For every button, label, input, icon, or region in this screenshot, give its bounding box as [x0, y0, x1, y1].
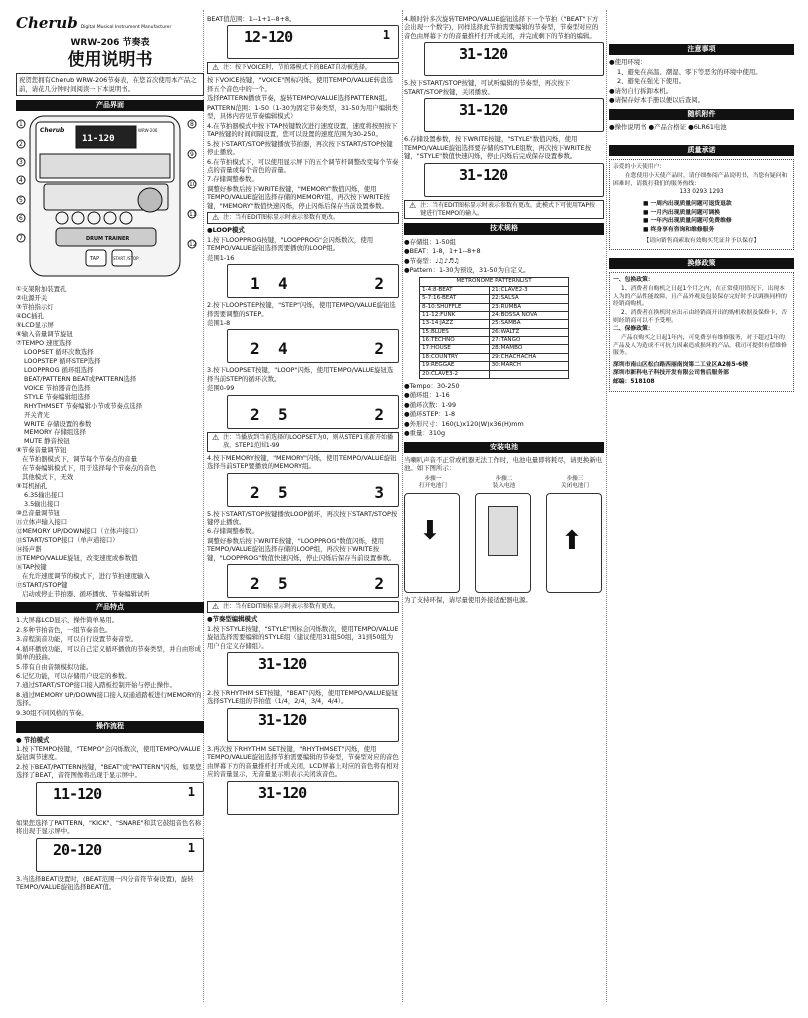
table-cell: 8-10:SHUFFLE [420, 303, 490, 311]
battery-door-drawing [546, 493, 602, 593]
env-heading: ●使用环境： [609, 58, 647, 67]
doc-title: 使用说明书 [67, 49, 153, 70]
spec-item: ●Pattern：1-30为预设，31-50为自定义。 [404, 266, 530, 275]
env-item: 1、避免在高温、潮湿、零下等恶劣的环境中使用。 [617, 67, 762, 76]
part-item: ⑭扬声器 [16, 544, 42, 553]
lcd-value: 2 [374, 574, 384, 594]
lcd-main-value: 31-120 [459, 165, 508, 184]
warning-icon: ⚠ [212, 432, 220, 442]
device-diagram [16, 114, 198, 282]
svg-text:4: 4 [19, 177, 23, 185]
part-item: 其他模式下，无效 [22, 473, 74, 482]
exchange-card [609, 272, 794, 391]
lcd-main-value: 20-120 [53, 840, 102, 859]
table-row [420, 337, 569, 345]
battery-insert-drawing [475, 493, 531, 593]
warning-icon: ⚠ [409, 200, 417, 210]
part-item: 3.5输出接口 [24, 500, 60, 509]
section-specs: 技术规格 [404, 223, 604, 234]
lcd-main-value: 31-120 [258, 783, 307, 802]
device-caption: DRUM TRAINER [86, 236, 130, 243]
battery-step [475, 476, 533, 593]
column-4 [609, 14, 794, 392]
svg-text:1: 1 [19, 121, 23, 129]
intro-text: 祝贺您拥有Cherub WRW-206节奏表，在您首次使用本产品之前，请花几分钟时间阅读一下本说明书。 [16, 73, 204, 96]
quality-card [609, 159, 794, 250]
note-text: 注：按下VOICE时，节拍器模式下的BEAT自动被选择。 [223, 64, 371, 72]
warning-icon: ⚠ [212, 213, 220, 223]
section-exchange: 换修政策 [609, 258, 794, 269]
features-list [16, 616, 204, 717]
part-item: ④DC插孔 [16, 312, 44, 321]
lcd-value: 2 [374, 404, 384, 424]
accessories-text: ●操作说明书 ●产品合格证 ●6LR61电池 [609, 122, 727, 131]
lcd-main-value: 31-120 [459, 45, 508, 64]
part-item: ⑯TAP按键 [16, 562, 47, 571]
arrow-down-icon: ⬇ [419, 515, 441, 546]
feature-item: 7.通过START/STOP接口接入踏板控制开始与停止操作。 [16, 681, 176, 690]
table-cell [489, 370, 568, 378]
spec-item: ●外形尺寸：160(L)x120(W)x36(H)mm [404, 419, 524, 428]
loop-range: 范围1-8 [207, 318, 231, 327]
table-row [420, 311, 569, 319]
table-row [420, 328, 569, 336]
feature-item: 2.多种节拍音色，一组节奏音色。 [16, 625, 112, 634]
loop-range: 范围0-99 [207, 384, 235, 393]
lcd-beat-value: 1 [187, 840, 195, 855]
svg-text:7: 7 [19, 235, 23, 243]
part-item: STYLE 节奏编辑组选择 [24, 392, 91, 401]
table-cell: 15:BLUES [420, 328, 490, 336]
promise-item: ■ 一周内出现质量问题可退货退款 [643, 200, 732, 207]
device-drawing [16, 114, 198, 282]
table-row [420, 353, 569, 361]
lcd-display [227, 473, 399, 507]
exchange-item: 2、消费者在换机时应出示由经销商开出的购机收据及保修卡，否则经销商可以不予受理。 [613, 309, 788, 324]
lcd-value: 1 [250, 274, 260, 294]
battery-door-drawing [404, 493, 460, 593]
part-item: RHYTHMSET 节奏编辑小节或节奏点选择 [24, 401, 143, 410]
svg-text:6: 6 [19, 215, 23, 223]
loop-step: 5.按下START/STOP按键播放LOOP循环，再次按下START/STOP按键停止播放。 [207, 509, 398, 526]
battery-step [546, 476, 604, 593]
section-interface: 产品界面 [16, 100, 204, 111]
part-item: ⑤LCD显示屏 [16, 321, 54, 330]
note-box [207, 62, 399, 74]
battery-step-label: 步骤二 装入电池 [492, 475, 516, 490]
rhythm-step: 6.存储设置参数，按下WRITE按键，"STYLE"数值闪烁，使用TEMPO/VALUE旋钮选择要存储的STYLE组数，再次按下WRITE按键，"STYLE"数值快速闪烁，停止闪烁后完成保存设置参数。 [404, 135, 592, 161]
metronome-mode-heading: ● 节拍模式 [16, 735, 50, 744]
part-item: LOOPPROG 循环组选择 [24, 365, 94, 374]
part-item: ⑰START/STOP键 [16, 580, 68, 589]
warning-icon: ⚠ [212, 602, 220, 612]
lcd-main-value: 11-120 [53, 784, 102, 803]
feature-item: 4.循环播放功能，可以自己定义循环播放的节奏类型，并自由形成简单的鼓曲。 [16, 644, 202, 662]
table-cell: 28:MAMBO [489, 345, 568, 353]
table-cell: 5-7:16-BEAT [420, 295, 490, 303]
rhythm-step: 2.按下RHYTHM SET按键，"BEAT"闪烁，使用TEMPO/VALUE旋钮选择STYLE组的节拍值（1/4，2/4，3/4，4/4）。 [207, 689, 399, 706]
promise-note: 【请向销售商索取有效购买凭证并予以保存】 [643, 237, 760, 244]
env-item: 2、避免在强光下使用。 [617, 77, 685, 86]
notes-item: ●请勿自行拆卸本机。 [609, 86, 673, 95]
svg-text:10: 10 [189, 181, 197, 189]
rhythm-step: 5.按下START/STOP按键，可试听编辑的节奏型，再次按下START/STOP按键，关闭播放。 [404, 79, 571, 96]
table-cell: 13-14:JAZZ [420, 320, 490, 328]
part-item: LOOPSET 循环次数选择 [24, 347, 94, 356]
lcd-beat-value: 1 [382, 28, 390, 43]
hotline: 133 0293 1293 [679, 189, 724, 196]
greeting-body: 在您使用小天使产品时，请仔细参阅产品说明书，当您有疑问和困难时，请拨打我们的服务热线： [613, 173, 788, 187]
lcd-main-value: 31-120 [459, 101, 508, 120]
tap-text: 4.在节拍器模式中按下TAP按键数次进行速度设置，速度将按照按下TAP按键的时间间隔设置，您可以设置的速度范围为30-250。 [207, 121, 398, 139]
part-item: VOICE 节拍器音色选择 [24, 383, 91, 392]
loop-step: 调整好参数后按下WRITE按键，"LOOPPROG"数值闪烁，使用TEMPO/VALUE旋钮选择存储的LOOP组，再次按下WRITE按键，"LOOPPROG"数值快速闪烁，停止闪烁后保存当前设置参数。 [207, 536, 396, 562]
lcd-display [36, 782, 204, 816]
column-1 [16, 14, 204, 893]
table-row [420, 320, 569, 328]
battery-note: 为了支持环保，请尽量使用外接适配器电源。 [404, 595, 532, 604]
part-item: ⑬START/STOP接口（单声道接口） [16, 535, 119, 544]
svg-text:5: 5 [19, 197, 23, 205]
battery-icon [488, 506, 518, 556]
brand-tagline: Digital Musical Instrument Manufacturer [80, 24, 172, 30]
table-cell: 1-4:8-BEAT [420, 286, 490, 294]
address: 深圳市南山区松白路西丽南岗第二工业区A2栋5-6楼 [613, 361, 748, 368]
start-text: 5.按下START/STOP按键播放节拍器，再次按下START/STOP按键停止播放。 [207, 139, 393, 157]
pattern-text: 选择PATTERN播放节奏，旋转TEMPO/VALUE选择PATTERN组。 [207, 94, 392, 103]
lcd-value: 5 [278, 482, 288, 502]
column-3 [404, 14, 604, 605]
op-step: 3.当选择BEAT设置时，(BEAT范围一四分音符节奏设置)，旋转TEMPO/VALUE旋钮选择BEAT值。 [16, 874, 194, 892]
part-item: ⑫MEMORY UP/DOWN接口（立体声接口） [16, 526, 142, 535]
svg-text:11: 11 [189, 211, 197, 219]
note-text: 注：当播放到当前选择的LOOPSET为0，则从STEP1重新开始播放，STEP1范围1-99 [223, 433, 394, 449]
loop-step: 2.按下LOOPSTEP按键，"STEP"闪烁，使用TEMPO/VALUE旋钮选择需要调整的STEP。 [207, 301, 396, 318]
exchange-heading: 一、包换政策： [613, 277, 654, 284]
repair-item: 产品在购买之日起1年内，可免费享有维修服务，对于超过1年的产品及人为造成不可抗力因素造成损坏的产品，我司可提供有偿维修服务。 [613, 334, 787, 357]
battery-intro: 当喇叭声音不正常或机器无法工作时，电池电量即将耗尽，请更换新电池。如下图所示： [404, 455, 603, 473]
note-text: 注：当有EDIT图标显示时表示参数有更改。 [223, 603, 340, 611]
note-box [207, 212, 399, 224]
save-heading: 7.存储调整参数。 [207, 175, 258, 184]
brand-header [16, 14, 204, 34]
op-step: 1.按下TEMPO按键，"TEMPO"会闪烁数次，使用TEMPO/VALUE旋钮调节速度。 [16, 744, 201, 762]
table-cell: 18:COUNTRY [420, 353, 490, 361]
lcd-value: 2 [250, 404, 260, 424]
table-row [420, 345, 569, 353]
lcd-display [36, 838, 204, 872]
lcd-display [424, 98, 604, 132]
spec-item: ●BEAT：1-8，1+1--8+8 [404, 247, 481, 256]
loop-step: 6.存储调整参数。 [207, 527, 258, 536]
part-item: ⑪立体声输入接口 [16, 517, 68, 526]
spec-item: ●循环组：1-16 [404, 391, 450, 400]
note-box [207, 601, 399, 613]
part-item: ⑦TEMPO 速度选择 [16, 338, 72, 347]
part-item: WRITE 存储设置的参数 [24, 419, 92, 428]
exchange-item: 1、消费者自购机之日起1个月之内，在正常使用情况下，出现本人为的产品性能故障，且产品外观及包装保存完好时予以调换同样的经销商购机。 [613, 286, 787, 308]
table-cell: 17:HOUSE [420, 345, 490, 353]
promise-list [613, 201, 790, 235]
device-start-label: START /STOP [113, 256, 139, 262]
part-item: ⑥输入音量调节旋钮 [16, 329, 73, 338]
lcd-value: 4 [278, 339, 288, 359]
table-cell: 25:SAMBA [489, 320, 568, 328]
part-item: ⑮TEMPO/VALUE旋钮，改变速度或参数值 [16, 553, 138, 562]
battery-step-label: 步骤一 打开电池门 [419, 475, 447, 490]
note-text: 注：当有EDIT图标显示时表示参数有更改。此模式下可使用TAP按键进行TEMPO的输入。 [420, 201, 595, 217]
spec-item: ●Tempo：30-250 [404, 381, 460, 390]
table-row [420, 303, 569, 311]
lcd-display [227, 25, 399, 59]
table-row [420, 295, 569, 303]
part-item: ⑨耳机插孔 [16, 482, 48, 491]
lcd-value: 2 [374, 274, 384, 294]
battery-steps [404, 476, 604, 593]
rhythm-step: 4.顺时针多次旋转TEMPO/VALUE旋钮选择下一个节拍（"BEAT"下方会出现一个数字)，同样选择此节拍需要编辑的节奏型，节奏型对应的音色由屏幕下方的音量推杆打开或关闭，并完成剩下的节拍的编辑。 [404, 15, 599, 40]
lcd-beat-value: 1 [187, 784, 195, 799]
note-box [207, 432, 399, 452]
device-tap-label: TAP [90, 256, 100, 263]
part-item: MEMORY 存储组选择 [24, 428, 87, 437]
section-operation: 操作流程 [16, 721, 204, 732]
lcd-value: 5 [278, 574, 288, 594]
part-item: ③节拍指示灯 [16, 303, 54, 312]
notes-item: ●请保存好本手册以便以后查阅。 [609, 96, 705, 105]
table-cell: 26:WALTZ [489, 328, 568, 336]
lcd-value: 2 [250, 482, 260, 502]
table-row [420, 362, 569, 370]
lcd-main-value: 12-120 [244, 28, 293, 47]
lcd-display [227, 564, 399, 598]
part-item: LOOPSTEP 循环STEP选择 [24, 356, 101, 365]
feature-item: 6.记忆功能，可以存储用户设定的参数。 [16, 672, 131, 681]
greeting: 亲爱的小天使用户： [613, 164, 666, 171]
part-item: ⑧节奏音量调节钮 [16, 446, 67, 455]
loop-mode-heading: ●LOOP模式 [207, 226, 245, 235]
repair-heading: 二、保修政策： [613, 326, 654, 333]
spec-item: ●节奏型：♩♫♪♬♫ [404, 256, 460, 265]
loop-step: 4.按下MEMORY按键，"MEMORY"闪烁，使用TEMPO/VALUE旋钮选择当前STEP要播放的MEMORY组。 [207, 453, 397, 471]
loop-step: 3.按下LOOPSET按键，"LOOP"闪烁，使用TEMPO/VALUE旋钮选择当前STEP的循环次数。 [207, 366, 394, 383]
parts-list [16, 285, 204, 598]
svg-text:12: 12 [189, 241, 197, 249]
table-cell: 11-12:FUNK [420, 311, 490, 319]
pattern-range: PATTERN范围：1-50（1-30为固定节奏类型，31-50为用户编辑类型，具体内容见节奏编辑模式） [207, 103, 398, 121]
table-cell: 22:SALSA [489, 295, 568, 303]
table-cell: 24:BOSSA NOVA [489, 311, 568, 319]
feature-item: 9.30组不同风格的节奏。 [16, 708, 88, 717]
device-model: WRW-206 [138, 128, 158, 134]
part-item: 6.35输出接口 [24, 491, 64, 500]
feature-item: 3.音程演音功能，可以自行设置节奏音型。 [16, 635, 138, 644]
part-item: 在节奏编辑模式下，用于选择每个节奏点的音色 [22, 464, 157, 473]
part-item: 在节拍器模式下，调节每个节奏点的音量 [22, 455, 138, 464]
part-item: ②电源开关 [16, 294, 48, 303]
rhythm-step: 3.再次按下RHYTHM SET按键，"RHYTHMSET"闪烁，使用TEMPO/VALUE旋钮选择节拍需要编辑的节奏型，节奏型对应的音色由屏幕下方的音量推杆打开或关闭，LCD屏幕上对应的音色将有相对应的音量显示，无音量显示则表示关闭该音色。 [207, 744, 399, 779]
lcd-display [227, 781, 399, 815]
table-cell: 19:REGGAE [420, 362, 490, 370]
rhythm-step: 1.按下STYLE按键，"STYLE"图标会闪烁数次，使用TEMPO/VALUE旋钮选择需要编辑的STYLE组（建议使用31组50组，31到50组为用户自定义存储组）。 [207, 624, 399, 650]
lcd-value: 5 [278, 404, 288, 424]
lcd-display [424, 163, 604, 197]
section-battery: 安装电池 [404, 442, 604, 453]
device-brand: Cherub [40, 127, 65, 135]
section-features: 产品特点 [16, 602, 204, 613]
lcd-value: 2 [374, 339, 384, 359]
volume-text: 6.在节拍模式下，可以使用显示屏下的五个调节杆调整改变每个节奏点的音量或每个音色的音量。 [207, 157, 399, 174]
part-item: MUTE 静音按钮 [24, 437, 70, 446]
section-notes: 注意事项 [609, 44, 794, 55]
lcd-value: 2 [250, 339, 260, 359]
lcd-display [227, 264, 399, 298]
feature-item: 1.大屏幕LCD显示，操作简单易用。 [16, 616, 119, 625]
voice-text: 按下VOICE按键，"VOICE"图标闪烁，使用TEMPO/VALUE转盘选择五个音色中的一个。 [207, 76, 393, 93]
save-text: 调整好参数后按下WRITE按键，"MEMORY"数值闪烁，使用TEMPO/VALUE旋钮选择存储的MEMORY组，再次按下WRITE按键，"MEMORY"数值快速闪烁，停止闪烁后保存当前设置参数。 [207, 184, 390, 210]
svg-text:8: 8 [190, 121, 194, 129]
part-item: 启动或停止节拍器、循环播放、节奏编辑试听 [22, 589, 150, 598]
lcd-value: 4 [278, 274, 288, 294]
part-item: ①支架附加装置孔 [16, 285, 67, 294]
lcd-display [424, 42, 604, 76]
svg-text:9: 9 [190, 151, 194, 159]
warning-icon: ⚠ [212, 63, 220, 73]
beat-range: BEAT值范围：1--1+1--8+8。 [207, 15, 296, 23]
op-step: 2.按下BEAT/PATTERN按键，"BEAT"或"PATTERN"闪烁，如果您选择了BEAT，音符图像将出现于显示屏中。 [16, 762, 202, 780]
lcd-display [227, 395, 399, 429]
note-box [404, 200, 604, 220]
pattern-table [419, 277, 569, 379]
note-text: 注：当有EDIT图标显示时表示参数有更改。 [223, 214, 340, 222]
section-accessories: 随机附件 [609, 109, 794, 120]
part-item: 在允许速度调节的模式下，进行节拍速度输入 [22, 571, 150, 580]
pattern-note: 如果您选择了PATTERN，"KICK"、"SNARE"和其它鼓组音色名称将出现于显示屏中。 [16, 818, 202, 836]
lcd-main-value: 31-120 [258, 655, 307, 674]
table-cell: 20:CLAVE3-2 [420, 370, 490, 378]
spec-item: ●重量：310g [404, 429, 446, 438]
feature-item: 5.带有自由音频模拟功能。 [16, 662, 93, 671]
promise-item: ■ 一年内出现质量问题可免费维修 [643, 218, 732, 225]
table-row [420, 286, 569, 294]
svg-text:2: 2 [19, 141, 23, 149]
rhythm-mode-heading: ●节奏型编辑模式 [207, 615, 258, 624]
lcd-value: 2 [250, 574, 260, 594]
section-quality: 质量承诺 [609, 145, 794, 156]
lcd-display [227, 329, 399, 363]
lcd-value: 3 [374, 482, 384, 502]
loop-step: 1.按下LOOPPROG按键，"LOOPPROG"会闪烁数次，使用TEMPO/VALUE旋钮选择需要播放的LOOP组。 [207, 235, 374, 253]
brand-logo: Cherub [16, 14, 78, 32]
arrow-up-icon: ⬆ [561, 525, 583, 556]
loop-range: 范围1-16 [207, 253, 235, 262]
lcd-display [227, 652, 399, 686]
table-title: METRONOME PATTERNLIST [420, 278, 569, 286]
table-cell: 30:MARCH [489, 362, 568, 370]
svg-text:3: 3 [19, 159, 23, 167]
spec-item: ●存储组：1-50组 [404, 237, 457, 246]
lcd-main-value: 31-120 [258, 710, 307, 729]
table-cell: 21:CLAVE2-3 [489, 286, 568, 294]
spec-item: ●循环次数：1-99 [404, 400, 457, 409]
feature-item: 8.通过MEMORY UP/DOWN接口接入双通道踏板进行MEMORY的选择。 [16, 690, 202, 708]
part-item: BEAT/PATTERN BEAT或PATTERN选择 [24, 374, 137, 383]
device-lcd-tempo: 11-120 [82, 134, 115, 145]
promise-item: ■ 一月内出现质量问题可调换 [643, 209, 721, 216]
table-cell: 29:CHACHACHA [489, 353, 568, 361]
part-item: ⑩总音量调节钮 [16, 509, 61, 518]
battery-step-label: 步骤三 关闭电池门 [561, 475, 589, 490]
spec-item: ●循环STEP：1-8 [404, 410, 456, 419]
table-cell: 27:TANGO [489, 337, 568, 345]
table-cell: 16:TECHNO [420, 337, 490, 345]
table-row [420, 370, 569, 378]
lcd-display [227, 708, 399, 742]
company: 深圳市新科电子科技开发有限公司售后服务部 [613, 370, 729, 377]
column-2 [207, 14, 399, 818]
part-item: 开关背光 [24, 410, 50, 419]
table-cell: 23:RUMBA [489, 303, 568, 311]
promise-item: ■ 终身享有咨询和维修服务 [643, 226, 715, 233]
model-label: WRW-206 节奏表 [70, 37, 150, 48]
battery-step [404, 476, 462, 593]
zip-code: 邮编：518108 [613, 379, 655, 386]
